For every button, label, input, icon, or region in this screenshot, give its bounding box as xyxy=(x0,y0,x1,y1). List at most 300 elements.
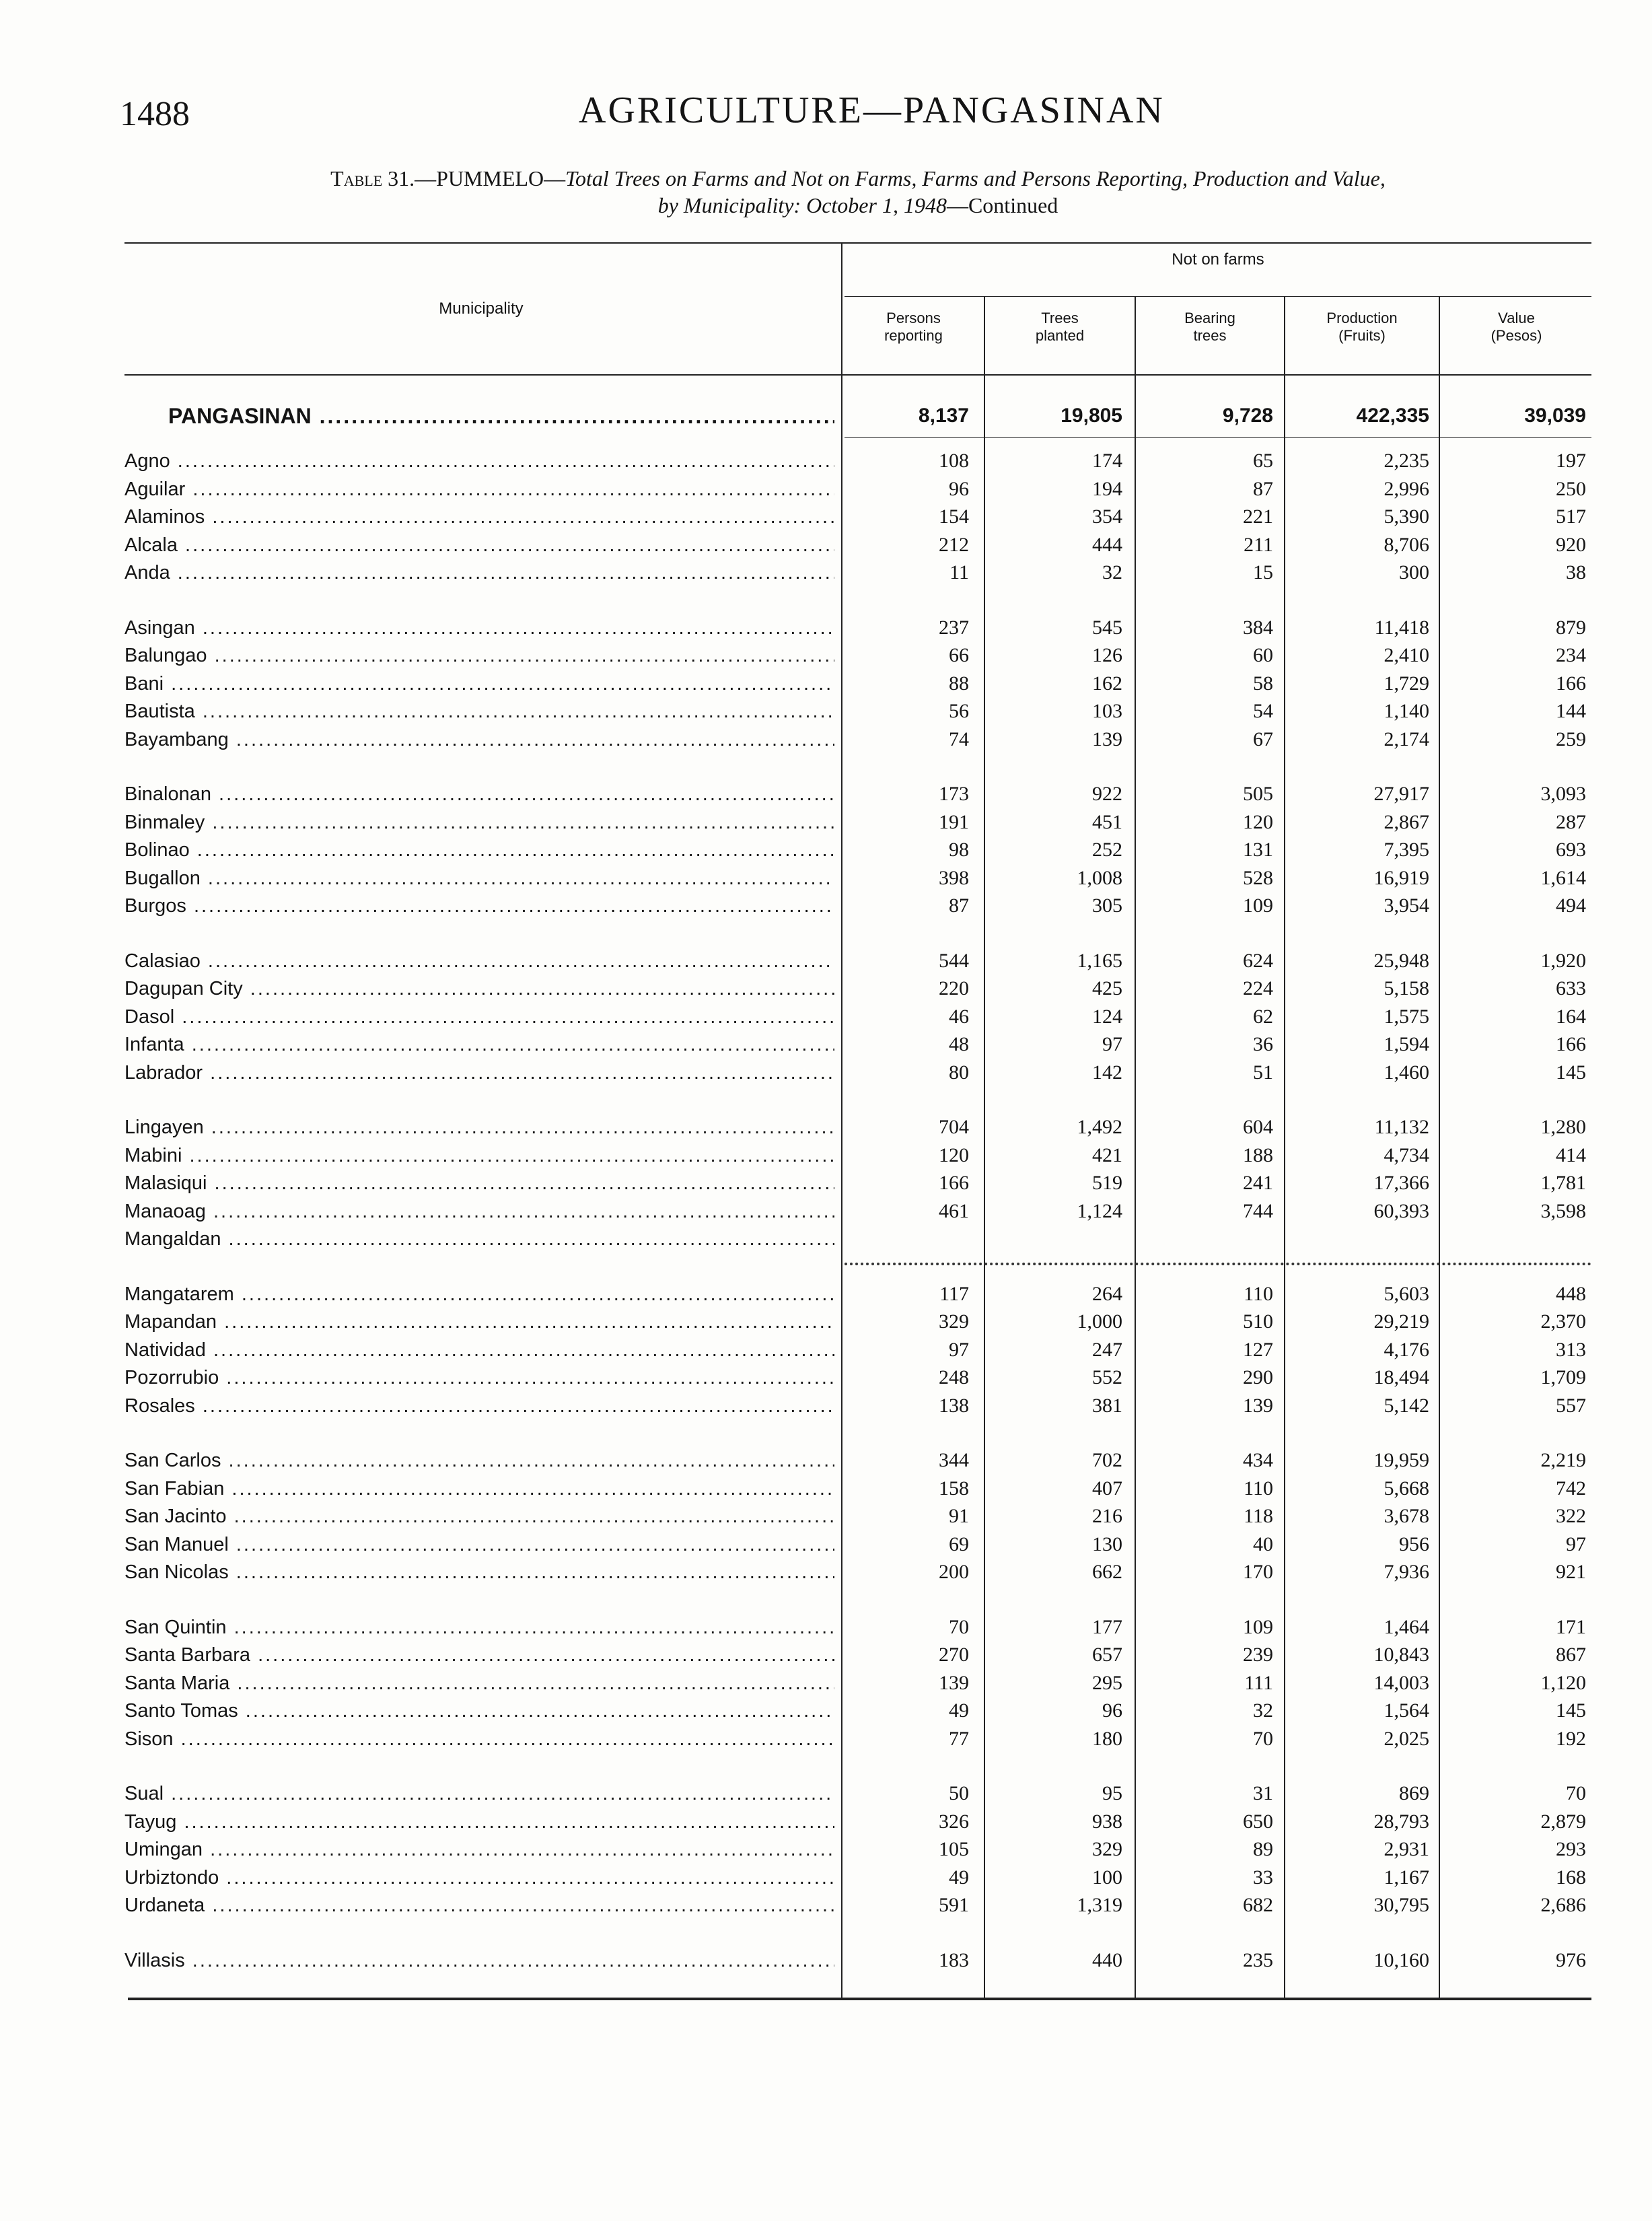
cell-col-5: 494 xyxy=(1556,894,1586,917)
municipality-name: Lingayen ..... xyxy=(124,1113,834,1141)
cell-col-1: 46 xyxy=(949,1006,969,1028)
table-row xyxy=(0,1779,1652,1808)
cell-col-2: 421 xyxy=(1092,1144,1122,1166)
cell-col-4: 14,003 xyxy=(1373,1672,1429,1694)
cell-col-1: 56 xyxy=(949,700,969,722)
cell-col-3: 384 xyxy=(1243,616,1273,639)
cell-col-2: 97 xyxy=(1102,1033,1122,1055)
municipality-name: San Carlos ..... xyxy=(124,1446,834,1475)
cell-col-2: 545 xyxy=(1092,616,1122,639)
municipality-name: PANGASINAN ..... xyxy=(168,402,834,430)
cell-col-5: 1,920 xyxy=(1540,950,1586,972)
cell-col-3: 118 xyxy=(1244,1505,1273,1527)
cell-col-1: 8,137 xyxy=(918,404,969,427)
cell-col-4: 300 xyxy=(1399,561,1429,584)
cell-col-2: 1,000 xyxy=(1077,1310,1122,1333)
cell-col-4: 1,594 xyxy=(1384,1033,1429,1055)
cell-col-1: 248 xyxy=(939,1366,969,1388)
cell-col-4: 1,167 xyxy=(1384,1866,1429,1889)
cell-col-2: 1,319 xyxy=(1077,1894,1122,1916)
municipality-name: Santo Tomas ..... xyxy=(124,1697,834,1725)
cell-col-1: 66 xyxy=(949,644,969,666)
cell-col-1: 88 xyxy=(949,672,969,695)
municipality-name: Malasiqui ..... xyxy=(124,1169,834,1197)
cell-col-1: 158 xyxy=(939,1477,969,1500)
table-row xyxy=(0,1280,1652,1308)
cell-col-2: 174 xyxy=(1092,450,1122,472)
cell-col-2: 32 xyxy=(1102,561,1122,584)
cell-col-4: 1,575 xyxy=(1384,1006,1429,1028)
column-header-trees: Trees planted xyxy=(1035,310,1085,344)
municipality-name: Urbiztondo ..... xyxy=(124,1864,834,1892)
cell-col-5: 322 xyxy=(1556,1505,1586,1527)
cell-col-4: 7,936 xyxy=(1384,1561,1429,1583)
cell-col-3: 109 xyxy=(1243,1616,1273,1638)
cell-col-4: 30,795 xyxy=(1373,1894,1429,1916)
cell-col-5: 192 xyxy=(1556,1728,1586,1750)
table-row xyxy=(0,1558,1652,1586)
municipality-name: Mangaldan ..... xyxy=(124,1225,834,1253)
cell-col-5: 2,219 xyxy=(1540,1449,1586,1471)
municipality-name: Mabini ..... xyxy=(124,1141,834,1170)
cell-col-5: 250 xyxy=(1556,478,1586,500)
cell-col-4: 7,395 xyxy=(1384,839,1429,861)
cell-col-1: 329 xyxy=(939,1310,969,1333)
cell-col-4: 4,176 xyxy=(1384,1339,1429,1361)
table-row xyxy=(0,1059,1652,1087)
cell-col-5: 171 xyxy=(1556,1616,1586,1638)
cell-col-5: 1,781 xyxy=(1540,1172,1586,1194)
cell-col-4: 5,158 xyxy=(1384,977,1429,999)
table-row xyxy=(0,975,1652,1003)
cell-col-3: 60 xyxy=(1253,644,1273,666)
cell-col-2: 354 xyxy=(1092,505,1122,528)
cell-col-5: 38 xyxy=(1566,561,1586,584)
cell-col-2: 407 xyxy=(1092,1477,1122,1500)
cell-col-5: 313 xyxy=(1556,1339,1586,1361)
cell-col-2: 247 xyxy=(1092,1339,1122,1361)
cell-col-5: 2,686 xyxy=(1540,1894,1586,1916)
table-row xyxy=(0,1364,1652,1392)
cell-col-3: 65 xyxy=(1253,450,1273,472)
caption-title: Total Trees on Farms and Not on Farms, Farms and Persons Reporting, Production and Value, xyxy=(565,166,1386,190)
cell-col-1: 80 xyxy=(949,1061,969,1084)
cell-col-4: 3,954 xyxy=(1384,894,1429,917)
cell-col-2: 162 xyxy=(1092,672,1122,695)
cell-col-2: 305 xyxy=(1092,894,1122,917)
cell-col-3: 31 xyxy=(1253,1782,1273,1804)
cell-col-5: 867 xyxy=(1556,1644,1586,1666)
cell-col-2: 1,165 xyxy=(1077,950,1122,972)
table-row xyxy=(0,1502,1652,1530)
municipality-name: Santa Barbara ..... xyxy=(124,1641,834,1669)
cell-col-4: 5,390 xyxy=(1384,505,1429,528)
table-row xyxy=(0,1336,1652,1364)
municipality-name: San Nicolas ..... xyxy=(124,1558,834,1586)
table-row xyxy=(0,614,1652,642)
cell-col-4: 956 xyxy=(1399,1533,1429,1555)
cell-col-1: 200 xyxy=(939,1561,969,1583)
cell-col-3: 67 xyxy=(1253,728,1273,750)
table-row xyxy=(0,1864,1652,1892)
municipality-name: Sison ..... xyxy=(124,1725,834,1753)
table-row xyxy=(0,1808,1652,1836)
cell-col-1: 326 xyxy=(939,1810,969,1833)
cell-col-5: 921 xyxy=(1556,1561,1586,1583)
cell-col-2: 103 xyxy=(1092,700,1122,722)
cell-col-5: 414 xyxy=(1556,1144,1586,1166)
cell-col-4: 1,460 xyxy=(1384,1061,1429,1084)
page-number: 1488 xyxy=(120,95,190,133)
municipality-name: Aguilar ..... xyxy=(124,475,834,503)
cell-col-3: 32 xyxy=(1253,1699,1273,1722)
cell-col-1: 591 xyxy=(939,1894,969,1916)
cell-col-5: 1,120 xyxy=(1540,1672,1586,1694)
municipality-name: Dagupan City ..... xyxy=(124,975,834,1003)
cell-col-3: 224 xyxy=(1243,977,1273,999)
cell-col-3: 682 xyxy=(1243,1894,1273,1916)
municipality-name: Rosales ..... xyxy=(124,1392,834,1420)
cell-col-4: 29,219 xyxy=(1373,1310,1429,1333)
table-row xyxy=(0,670,1652,698)
cell-col-2: 194 xyxy=(1092,478,1122,500)
cell-col-3: 188 xyxy=(1243,1144,1273,1166)
municipality-name: San Quintin ..... xyxy=(124,1613,834,1642)
cell-col-2: 95 xyxy=(1102,1782,1122,1804)
cell-col-3: 170 xyxy=(1243,1561,1273,1583)
cell-col-1: 344 xyxy=(939,1449,969,1471)
table-row xyxy=(0,1891,1652,1919)
cell-col-2: 552 xyxy=(1092,1366,1122,1388)
cell-col-5: 166 xyxy=(1556,672,1586,695)
cell-col-2: 657 xyxy=(1092,1644,1122,1666)
cell-col-1: 154 xyxy=(939,505,969,528)
table-row xyxy=(0,1946,1652,1975)
municipality-name: Villasis ..... xyxy=(124,1946,834,1975)
cell-col-4: 5,668 xyxy=(1384,1477,1429,1500)
cell-col-1: 398 xyxy=(939,867,969,889)
table-row xyxy=(0,447,1652,475)
municipality-name: Infanta ..... xyxy=(124,1030,834,1059)
municipality-name: Alaminos ..... xyxy=(124,503,834,531)
column-header-value: Value (Pesos) xyxy=(1491,310,1542,344)
cell-col-1: 74 xyxy=(949,728,969,750)
municipality-name: Pozorrubio ..... xyxy=(124,1364,834,1392)
cell-col-5: 234 xyxy=(1556,644,1586,666)
cell-col-4: 25,948 xyxy=(1373,950,1429,972)
cell-col-3: 139 xyxy=(1243,1395,1273,1417)
cell-col-4: 1,140 xyxy=(1384,700,1429,722)
cell-col-3: 505 xyxy=(1243,783,1273,805)
table-row xyxy=(0,947,1652,975)
group-header: Not on farms xyxy=(1172,250,1264,269)
cell-col-4: 19,959 xyxy=(1373,1449,1429,1471)
cell-col-5: 976 xyxy=(1556,1949,1586,1971)
cell-col-4: 18,494 xyxy=(1373,1366,1429,1388)
cell-col-5: 742 xyxy=(1556,1477,1586,1500)
table-row xyxy=(0,1003,1652,1031)
table-row xyxy=(0,1308,1652,1336)
cell-col-4: 17,366 xyxy=(1373,1172,1429,1194)
cell-col-5: 168 xyxy=(1556,1866,1586,1889)
table-row xyxy=(0,892,1652,920)
cell-col-3: 528 xyxy=(1243,867,1273,889)
cell-col-1: 91 xyxy=(949,1505,969,1527)
municipality-name: Burgos ..... xyxy=(124,892,834,920)
cell-col-2: 1,124 xyxy=(1077,1200,1122,1222)
cell-col-3: 624 xyxy=(1243,950,1273,972)
cell-col-2: 124 xyxy=(1092,1006,1122,1028)
municipality-name: Asingan ..... xyxy=(124,614,834,642)
table-row xyxy=(0,1697,1652,1725)
cell-col-1: 220 xyxy=(939,977,969,999)
cell-col-4: 3,678 xyxy=(1384,1505,1429,1527)
cell-col-2: 96 xyxy=(1102,1699,1122,1722)
cell-col-4: 28,793 xyxy=(1373,1810,1429,1833)
municipality-name: Dasol ..... xyxy=(124,1003,834,1031)
cell-col-5: 1,280 xyxy=(1540,1116,1586,1138)
table-row xyxy=(0,697,1652,726)
cell-col-5: 879 xyxy=(1556,616,1586,639)
table-row xyxy=(0,503,1652,531)
cell-col-5: 197 xyxy=(1556,450,1586,472)
cell-col-3: 290 xyxy=(1243,1366,1273,1388)
cell-col-5: 70 xyxy=(1566,1782,1586,1804)
cell-col-4: 11,418 xyxy=(1374,616,1429,639)
cell-col-5: 145 xyxy=(1556,1061,1586,1084)
cell-col-5: 920 xyxy=(1556,534,1586,556)
cell-col-4: 5,603 xyxy=(1384,1283,1429,1305)
cell-col-4: 4,734 xyxy=(1384,1144,1429,1166)
cell-col-2: 100 xyxy=(1092,1866,1122,1889)
table-row xyxy=(0,726,1652,754)
cell-col-5: 145 xyxy=(1556,1699,1586,1722)
municipality-name: Umingan ..... xyxy=(124,1835,834,1864)
cell-col-1: 87 xyxy=(949,894,969,917)
cell-col-4: 2,174 xyxy=(1384,728,1429,750)
cell-col-3: 744 xyxy=(1243,1200,1273,1222)
cell-col-2: 381 xyxy=(1092,1395,1122,1417)
cell-col-3: 211 xyxy=(1244,534,1273,556)
cell-col-3: 70 xyxy=(1253,1728,1273,1750)
cell-col-3: 110 xyxy=(1244,1477,1273,1500)
municipality-name: Bautista ..... xyxy=(124,697,834,726)
cell-col-3: 36 xyxy=(1253,1033,1273,1055)
cell-col-2: 130 xyxy=(1092,1533,1122,1555)
cell-col-1: 120 xyxy=(939,1144,969,1166)
municipality-name: Tayug ..... xyxy=(124,1808,834,1836)
table-row xyxy=(0,1530,1652,1559)
cell-col-3: 131 xyxy=(1243,839,1273,861)
cell-col-5: 633 xyxy=(1556,977,1586,999)
cell-col-3: 235 xyxy=(1243,1949,1273,1971)
table-row xyxy=(0,1197,1652,1226)
municipality-name: Binmaley ..... xyxy=(124,808,834,837)
total-row xyxy=(0,402,1652,430)
cell-col-2: 19,805 xyxy=(1061,404,1122,427)
table-row xyxy=(0,1141,1652,1170)
cell-col-3: 54 xyxy=(1253,700,1273,722)
cell-col-1: 183 xyxy=(939,1949,969,1971)
cell-col-2: 216 xyxy=(1092,1505,1122,1527)
cell-col-1: 237 xyxy=(939,616,969,639)
cell-col-4: 1,464 xyxy=(1384,1616,1429,1638)
cell-col-1: 50 xyxy=(949,1782,969,1804)
municipality-name: Manaoag ..... xyxy=(124,1197,834,1226)
cell-col-1: 704 xyxy=(939,1116,969,1138)
cell-col-3: 241 xyxy=(1243,1172,1273,1194)
cell-col-1: 139 xyxy=(939,1672,969,1694)
cell-col-3: 510 xyxy=(1243,1310,1273,1333)
cell-col-5: 2,370 xyxy=(1540,1310,1586,1333)
table-row xyxy=(0,1613,1652,1642)
cell-col-3: 40 xyxy=(1253,1533,1273,1555)
municipality-name: Santa Maria ..... xyxy=(124,1669,834,1697)
cell-col-4: 2,235 xyxy=(1384,450,1429,472)
cell-col-3: 89 xyxy=(1253,1838,1273,1860)
stub-header-label: Municipality xyxy=(439,299,524,318)
cell-col-1: 77 xyxy=(949,1728,969,1750)
municipality-name: Urdaneta ..... xyxy=(124,1891,834,1919)
cell-col-2: 922 xyxy=(1092,783,1122,805)
municipality-name: Bayambang ..... xyxy=(124,726,834,754)
cell-col-2: 440 xyxy=(1092,1949,1122,1971)
municipality-name: San Fabian ..... xyxy=(124,1475,834,1503)
cell-col-1: 270 xyxy=(939,1644,969,1666)
cell-col-5: 517 xyxy=(1556,505,1586,528)
table-row xyxy=(0,1169,1652,1197)
cell-col-2: 177 xyxy=(1092,1616,1122,1638)
table-row xyxy=(0,1669,1652,1697)
running-head: AGRICULTURE—PANGASINAN xyxy=(579,90,1165,131)
municipality-name: Natividad ..... xyxy=(124,1336,834,1364)
cell-col-2: 444 xyxy=(1092,534,1122,556)
cell-col-5: 97 xyxy=(1566,1533,1586,1555)
municipality-name: Sual ..... xyxy=(124,1779,834,1808)
cell-col-1: 49 xyxy=(949,1699,969,1722)
table-row xyxy=(0,808,1652,837)
cell-col-3: 221 xyxy=(1243,505,1273,528)
table-row xyxy=(0,475,1652,503)
cell-col-3: 434 xyxy=(1243,1449,1273,1471)
cell-col-2: 142 xyxy=(1092,1061,1122,1084)
table-row xyxy=(0,864,1652,892)
cell-col-3: 111 xyxy=(1244,1672,1273,1694)
cell-col-3: 9,728 xyxy=(1222,404,1273,427)
table-row xyxy=(0,1725,1652,1753)
table-row xyxy=(0,1835,1652,1864)
cell-col-5: 3,093 xyxy=(1540,783,1586,805)
cell-col-2: 1,008 xyxy=(1077,867,1122,889)
cell-col-3: 58 xyxy=(1253,672,1273,695)
table-row xyxy=(0,780,1652,808)
cell-col-4: 2,931 xyxy=(1384,1838,1429,1860)
cell-col-3: 33 xyxy=(1253,1866,1273,1889)
cell-col-5: 39,039 xyxy=(1524,404,1586,427)
cell-col-2: 180 xyxy=(1092,1728,1122,1750)
cell-col-3: 109 xyxy=(1243,894,1273,917)
cell-col-2: 329 xyxy=(1092,1838,1122,1860)
cell-col-1: 105 xyxy=(939,1838,969,1860)
caption-table-number: Table 31. xyxy=(330,166,415,190)
municipality-name: Mangatarem ..... xyxy=(124,1280,834,1308)
cell-col-3: 87 xyxy=(1253,478,1273,500)
cell-col-4: 2,025 xyxy=(1384,1728,1429,1750)
caption-subject: —PUMMELO— xyxy=(415,166,566,190)
cell-col-1: 49 xyxy=(949,1866,969,1889)
cell-col-5: 3,598 xyxy=(1540,1200,1586,1222)
municipality-name: Mapandan ..... xyxy=(124,1308,834,1336)
cell-col-1: 191 xyxy=(939,811,969,833)
cell-col-5: 693 xyxy=(1556,839,1586,861)
cell-col-4: 10,160 xyxy=(1373,1949,1429,1971)
cell-col-5: 293 xyxy=(1556,1838,1586,1860)
municipality-name: Calasiao ..... xyxy=(124,947,834,975)
municipality-name: Bugallon ..... xyxy=(124,864,834,892)
cell-col-1: 461 xyxy=(939,1200,969,1222)
cell-col-5: 1,709 xyxy=(1540,1366,1586,1388)
cell-col-4: 422,335 xyxy=(1356,404,1429,427)
cell-col-1: 98 xyxy=(949,839,969,861)
municipality-name: San Manuel ..... xyxy=(124,1530,834,1559)
cell-col-5: 164 xyxy=(1556,1006,1586,1028)
cell-col-4: 8,706 xyxy=(1384,534,1429,556)
cell-col-2: 139 xyxy=(1092,728,1122,750)
cell-col-3: 127 xyxy=(1243,1339,1273,1361)
cell-col-1: 97 xyxy=(949,1339,969,1361)
cell-col-2: 126 xyxy=(1092,644,1122,666)
cell-col-3: 62 xyxy=(1253,1006,1273,1028)
cell-col-5: 166 xyxy=(1556,1033,1586,1055)
municipality-name: Balungao ..... xyxy=(124,641,834,670)
cell-col-5: 259 xyxy=(1556,728,1586,750)
cell-col-1: 11 xyxy=(949,561,969,584)
cell-col-4: 2,867 xyxy=(1384,811,1429,833)
cell-col-1: 212 xyxy=(939,534,969,556)
table-row xyxy=(0,1446,1652,1475)
table-row xyxy=(0,1475,1652,1503)
cell-col-5: 2,879 xyxy=(1540,1810,1586,1833)
caption-continued: —Continued xyxy=(946,193,1058,217)
cell-col-5: 557 xyxy=(1556,1395,1586,1417)
cell-col-1: 48 xyxy=(949,1033,969,1055)
cell-col-3: 110 xyxy=(1244,1283,1273,1305)
cell-col-2: 938 xyxy=(1092,1810,1122,1833)
cell-col-4: 1,729 xyxy=(1384,672,1429,695)
table-row xyxy=(0,1392,1652,1420)
municipality-name: Labrador ..... xyxy=(124,1059,834,1087)
cell-col-1: 96 xyxy=(949,478,969,500)
table-row xyxy=(0,1225,1652,1253)
cell-col-2: 662 xyxy=(1092,1561,1122,1583)
cell-col-2: 295 xyxy=(1092,1672,1122,1694)
cell-col-5: 448 xyxy=(1556,1283,1586,1305)
cell-col-3: 650 xyxy=(1243,1810,1273,1833)
table-row xyxy=(0,1641,1652,1669)
cell-col-2: 425 xyxy=(1092,977,1122,999)
table-row xyxy=(0,1113,1652,1141)
cell-col-4: 10,843 xyxy=(1373,1644,1429,1666)
cell-col-4: 2,410 xyxy=(1384,644,1429,666)
cell-col-1: 117 xyxy=(939,1283,969,1305)
municipality-name: Anda ..... xyxy=(124,559,834,587)
cell-col-2: 519 xyxy=(1092,1172,1122,1194)
municipality-name: Bani ..... xyxy=(124,670,834,698)
municipality-name: Alcala ..... xyxy=(124,531,834,559)
cell-col-4: 2,996 xyxy=(1384,478,1429,500)
cell-col-1: 138 xyxy=(939,1395,969,1417)
cell-col-2: 252 xyxy=(1092,839,1122,861)
